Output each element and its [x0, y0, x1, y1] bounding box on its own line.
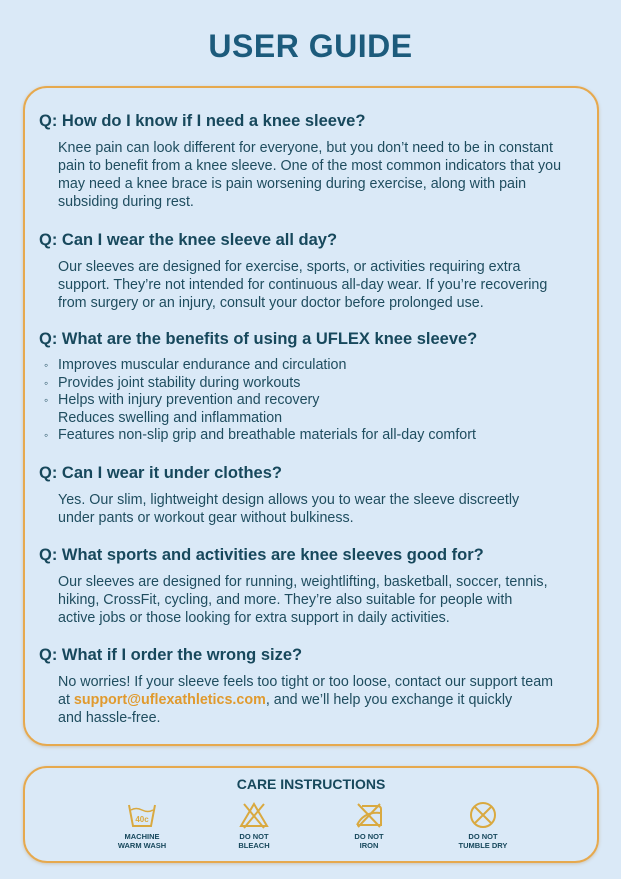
benefit-item: ◦ Provides joint stability during workouts [44, 375, 583, 393]
benefits-list [39, 357, 583, 445]
answer-line: pain to benefit from a knee sleeve. One of the most common indicators that you [58, 158, 562, 174]
answer-line: under pants or workout gear without bulkiness. [58, 510, 354, 526]
care-instructions-panel [23, 766, 599, 863]
care-label-line: DO NOT [239, 832, 269, 841]
benefit-item: Reduces swelling and inflammation [58, 409, 283, 426]
faq-item [39, 464, 583, 527]
answer-text: at [58, 692, 74, 708]
answer-line: support. They’re not intended for continuous all-day wear. If you’re recovering [58, 277, 548, 293]
benefit-item: ◦ Improves muscular endurance and circulation [44, 357, 583, 375]
answer-line: No worries! If your sleeve feels too tight or too loose, contact our support team [58, 674, 554, 690]
faq-question: Q: What are the benefits of using a UFLEX knee sleeve? [39, 330, 478, 348]
faq-question: Q: What sports and activities are knee sleeves good for? [39, 546, 484, 564]
support-email-link[interactable]: support@uflexathletics.com [73, 692, 266, 708]
answer-line: may need a knee brace is pain worsening during exercise, along with pain [58, 176, 527, 192]
care-label-line: WARM WASH [117, 840, 167, 850]
faq-question: Q: Can I wear the knee sleeve all day? [39, 231, 338, 249]
care-label-line: DO NOT [468, 832, 498, 841]
care-label [319, 833, 419, 850]
care-title: CARE INSTRUCTIONS [236, 776, 386, 792]
faq-question: Q: How do I know if I need a knee sleeve? [39, 112, 366, 130]
answer-line: Yes. Our slim, lightweight design allows you to wear the sleeve discreetly [58, 492, 520, 508]
faq-answer [58, 491, 583, 527]
answer-line: Our sleeves are designed for running, weightlifting, basketball, soccer, tennis, [58, 574, 548, 590]
faq-item [39, 330, 583, 445]
benefit-item: ◦ Features non-slip grip and breathable materials for all-day comfort [44, 427, 583, 445]
faq-answer [58, 673, 583, 727]
faq-answer [58, 258, 583, 312]
page-title: USER GUIDE [208, 28, 413, 64]
faq-item [39, 646, 583, 727]
care-item-bleach [204, 801, 304, 850]
faq-item [39, 231, 583, 312]
faq-item [39, 546, 583, 627]
answer-line: active jobs or those looking for extra support in daily activities. [58, 610, 450, 626]
care-label [433, 833, 533, 850]
faq-item [39, 112, 583, 211]
care-label-line: MACHINE [124, 832, 160, 841]
no-bleach-icon [239, 801, 269, 829]
no-tumble-dry-icon [468, 801, 498, 829]
care-label [204, 833, 304, 850]
care-item-tumble-dry [433, 801, 533, 850]
wash-temp-label: 40c [135, 815, 149, 824]
care-item-wash [92, 801, 192, 850]
care-label-line: DO NOT [354, 832, 384, 841]
answer-line: Knee pain can look different for everyone, but you don’t need to be in constant [58, 140, 553, 156]
faq-question: Q: What if I order the wrong size? [39, 646, 303, 664]
care-label-line: IRON [359, 840, 379, 850]
faq-panel [23, 86, 599, 746]
no-iron-icon [354, 801, 384, 829]
faq-answer [58, 139, 583, 211]
care-item-iron [319, 801, 419, 850]
care-label-line: BLEACH [238, 840, 270, 850]
answer-line: from surgery or an injury, consult your doctor before prolonged use. [58, 295, 484, 311]
benefit-item: ◦ Helps with injury prevention and recovery [44, 392, 583, 410]
faq-answer [58, 573, 583, 627]
machine-wash-icon [127, 801, 157, 829]
answer-text: , and we’ll help you exchange it quickly [265, 692, 513, 708]
faq-question: Q: Can I wear it under clothes? [39, 464, 282, 482]
answer-line: and hassle-free. [58, 710, 161, 726]
care-label [92, 833, 192, 850]
answer-line [58, 691, 583, 709]
answer-line: hiking, CrossFit, cycling, and more. They’re also suitable for people with [58, 592, 513, 608]
care-label-line: TUMBLE DRY [458, 840, 508, 850]
answer-line: subsiding during rest. [58, 194, 194, 210]
answer-line: Our sleeves are designed for exercise, sports, or activities requiring extra [58, 259, 521, 275]
